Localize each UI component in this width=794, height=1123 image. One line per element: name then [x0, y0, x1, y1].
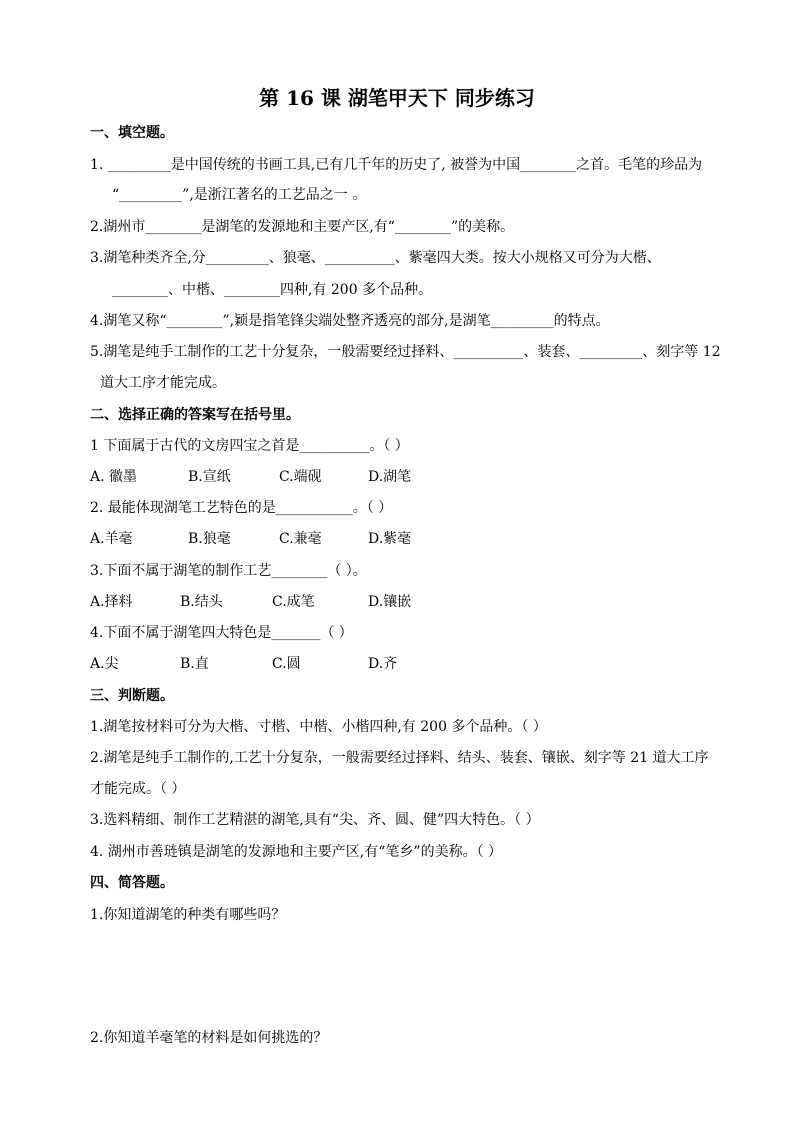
- choice-option: A.择料: [90, 594, 133, 610]
- question-text: 1.湖笔按材料可分为大楷、寸楷、中楷、小楷四种,有 200 多个品种。（ ）: [90, 719, 547, 735]
- section-heading-short-answer: 四、简答题。: [90, 875, 174, 891]
- question-text: 道大工序才能完成。: [100, 375, 226, 391]
- choice-option: C.端砚: [279, 469, 322, 485]
- choice-option: A. 徽墨: [90, 469, 138, 485]
- question-text: ________、中楷、________四种,有 200 多个品种。: [112, 282, 433, 298]
- choice-option: B.宣纸: [188, 469, 231, 485]
- choice-option: D.湖笔: [368, 469, 412, 485]
- question-text: 4.湖笔又称“________”,颖是指笔锋尖端处整齐透亮的部分,是湖笔_________的特点。: [90, 313, 610, 329]
- section-heading-fill-blank: 一、填空题。: [90, 125, 174, 141]
- section-heading-multiple-choice: 二、选择正确的答案写在括号里。: [90, 407, 300, 423]
- question-text: 3.下面不属于湖笔的制作工艺________（ ）。: [90, 563, 367, 579]
- question-text: 1. _________是中国传统的书画工具,已有几千年的历史了, 被誉为中国________之首。毛笔的珍品为: [90, 157, 703, 173]
- question-text: 2.湖笔是纯手工制作的,工艺十分复杂，一般需要经过择料、结头、装套、镶嵌、刻字等 21 道大工序: [90, 750, 709, 766]
- choice-option: A.羊毫: [90, 531, 133, 547]
- question-text: 2.你知道羊毫笔的材料是如何挑选的？: [90, 1030, 328, 1046]
- question-text: 1 下面属于古代的文房四宝之首是__________。（ ）: [90, 438, 409, 454]
- question-text: 4.下面不属于湖笔四大特色是_______（ ）: [90, 625, 353, 641]
- question-text: 5.湖笔是纯手工制作的工艺十分复杂，一般需要经过择料、__________、装套、_________、刻字等 12: [90, 344, 721, 360]
- question-text: “_________”,是浙江著名的工艺品之一 。: [112, 187, 367, 203]
- question-text: 2.湖州市________是湖笔的发源地和主要产区,有“________”的美称。: [90, 219, 515, 235]
- choice-option: D.紫毫: [368, 531, 412, 547]
- choice-option: C.成笔: [272, 594, 315, 610]
- page-title: 第 16 课 湖笔甲天下 同步练习: [259, 86, 535, 110]
- section-heading-true-false: 三、判断题。: [90, 688, 174, 704]
- choice-option: C.兼毫: [279, 531, 322, 547]
- choice-option: D.镶嵌: [368, 594, 412, 610]
- question-text: 才能完成。（ ）: [90, 781, 186, 797]
- question-text: 3.湖笔种类齐全,分_________、狼毫、__________、紫毫四大类。按大小规格又可分为大楷、: [90, 250, 661, 266]
- question-text: 1.你知道湖笔的种类有哪些吗？: [90, 907, 286, 923]
- choice-option: C.圆: [272, 656, 301, 672]
- question-text: 3.选料精细、制作工艺精湛的湖笔,具有“尖、齐、圆、健”四大特色。（ ）: [90, 812, 540, 828]
- question-text: 4. 湖州市善琏镇是湖笔的发源地和主要产区,有“笔乡”的美称。（ ）: [90, 844, 503, 860]
- question-text: 2. 最能体现湖笔工艺特色的是___________。（ ）: [90, 500, 393, 516]
- choice-option: B.狼毫: [188, 531, 231, 547]
- choice-option: A.尖: [90, 656, 119, 672]
- choice-option: B.直: [180, 656, 209, 672]
- choice-option: B.结头: [180, 594, 223, 610]
- choice-option: D.齐: [368, 656, 398, 672]
